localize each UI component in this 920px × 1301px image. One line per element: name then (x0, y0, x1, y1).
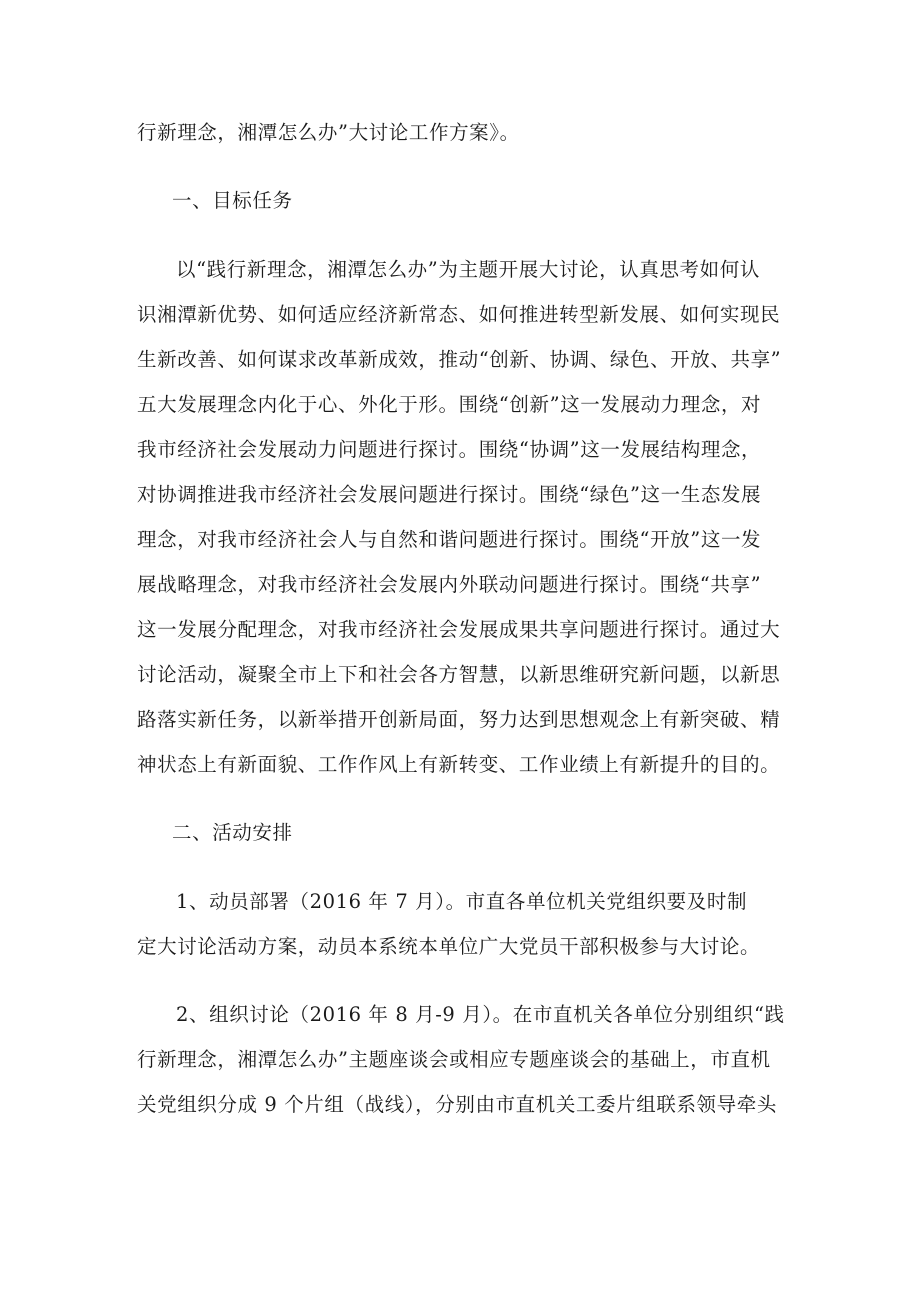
section2-item1-line: 1、动员部署（2016 年 7 月）。市直各单位机关党组织要及时制 (176, 890, 748, 913)
section1-line: 理念，对我市经济社会人与自然和谐问题进行探讨。围绕“开放”这一发 (137, 528, 762, 551)
section1-line: 讨论活动，凝聚全市上下和社会各方智慧，以新思维研究新问题，以新思 (137, 663, 781, 686)
section1-line: 我市经济社会发展动力问题进行探讨。围绕“协调”这一发展结构理念， (137, 438, 762, 461)
section1-line: 对协调推进我市经济社会发展问题进行探讨。围绕“绿色”这一生态发展 (137, 483, 762, 506)
section2-item1-line: 定大讨论活动方案，动员本系统本单位广大党员干部积极参与大讨论。 (137, 935, 761, 958)
section1-line: 五大发展理念内化于心、外化于形。围绕“创新”这一发展动力理念，对 (137, 393, 762, 416)
section2-heading: 二、活动安排 (172, 821, 293, 844)
section1-line: 路落实新任务，以新举措开创新局面，努力达到思想观念上有新突破、精 (137, 708, 781, 731)
section1-line: 生新改善、如何谋求改革新成效，推动“创新、协调、绿色、开放、共享” (137, 348, 782, 371)
section1-line: 神状态上有新面貌、工作作风上有新转变、工作业绩上有新提升的目的。 (137, 753, 781, 776)
section1-line: 这一发展分配理念，对我市经济社会发展成果共享问题进行探讨。通过大 (137, 618, 781, 641)
section2-item2-line: 2、组织讨论（2016 年 8 月-9 月）。在市直机关各单位分别组织“践 (176, 1003, 785, 1026)
section2-item2-line: 关党组织分成 9 个片组（战线），分别由市直机关工委片组联系领导牵头 (137, 1093, 777, 1116)
section1-heading: 一、目标任务 (172, 189, 293, 212)
section1-line: 以“践行新理念，湘潭怎么办”为主题开展大讨论，认真思考如何认 (176, 258, 760, 281)
section1-line: 识湘潭新优势、如何适应经济新常态、如何推进转型新发展、如何实现民 (137, 303, 781, 326)
section1-line: 展战略理念，对我市经济社会发展内外联动问题进行探讨。围绕“共享” (137, 573, 762, 596)
opening-line: 行新理念，湘潭怎么办”大讨论工作方案》。 (137, 121, 520, 144)
section2-item2-line: 行新理念，湘潭怎么办”主题座谈会或相应专题座谈会的基础上，市直机 (137, 1048, 771, 1071)
